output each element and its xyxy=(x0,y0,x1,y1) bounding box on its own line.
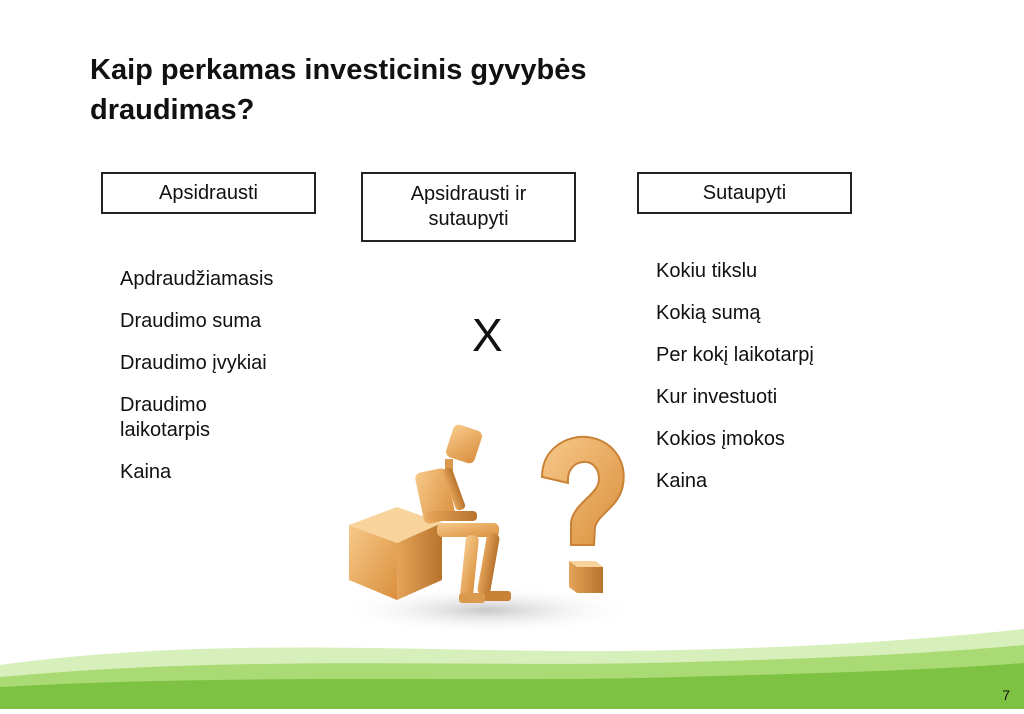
page-number: 7 xyxy=(1002,687,1010,703)
x-symbol: X xyxy=(472,309,503,361)
apsidrausti-list xyxy=(120,267,330,502)
list-item: Per kokį laikotarpį xyxy=(656,344,814,366)
header-box-apsidrausti-ir-sutaupyti xyxy=(361,172,576,242)
thinking-figure-illustration xyxy=(337,415,637,633)
list-item: Kaina xyxy=(656,470,708,492)
list-item: Kokią sumą xyxy=(656,302,761,324)
list-item: Apdraudžiamasis xyxy=(120,268,274,290)
list-item: Kur investuoti xyxy=(656,386,778,408)
list-item: Draudimo įvykiai xyxy=(120,352,267,374)
sutaupyti-list xyxy=(656,259,926,511)
thinking-figure-icon xyxy=(337,415,637,633)
list-item: Draudimo laikotarpis xyxy=(120,394,211,441)
header-box-sutaupyti xyxy=(637,172,852,214)
list-item: Kaina xyxy=(120,461,172,483)
list-item: Kokiu tikslu xyxy=(656,260,758,282)
header-label: Apsidrausti xyxy=(159,181,258,204)
header-label: Sutaupyti xyxy=(702,181,787,204)
list-item: Draudimo suma xyxy=(120,310,262,332)
green-wave-decoration xyxy=(0,625,1024,709)
footer-swoosh xyxy=(0,625,1024,709)
slide-title: Kaip perkamas investicinis gyvybės draudimas? xyxy=(90,54,587,126)
header-box-apsidrausti xyxy=(101,172,316,214)
list-item: Kokios įmokos xyxy=(656,428,785,450)
header-label: Apsidrausti ir sutaupyti xyxy=(410,183,527,230)
